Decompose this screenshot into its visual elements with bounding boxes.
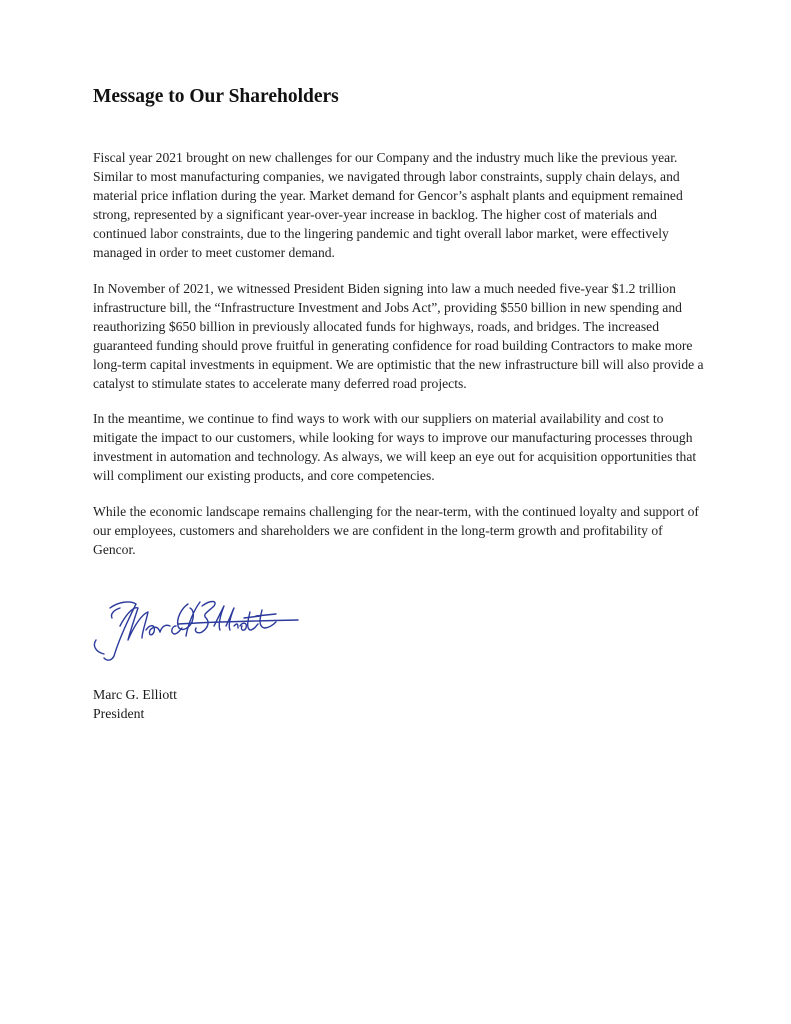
signer-block xyxy=(93,685,177,723)
signer-name: Marc G. Elliott xyxy=(93,687,177,702)
letter-body xyxy=(93,148,705,575)
paragraph-infrastructure-bill: In November of 2021, we witnessed President Biden signing into law a much needed five-year $1.2 trillion infrastructure bill, the “Infrastructure Investment and Jobs Act”, providing $550 billion in new spending and reauthorizing $650 billion in previously allocated funds for highways, roads, and bridges. The increased guaranteed funding should prove fruitful in generating confidence for road building Contractors to make more long-term capital investments in equipment. We are optimistic that the new infrastructure bill will also provide a catalyst to stimulate states to accelerate many deferred road projects. xyxy=(93,280,704,392)
handwritten-signature xyxy=(90,596,302,664)
page-title: Message to Our Shareholders xyxy=(93,86,339,107)
paragraph-fiscal-year: Fiscal year 2021 brought on new challenges for our Company and the industry much like the previous year. Similar to most manufacturing companies, we navigated through labor constraints, supply chain delays, and material price inflation during the year. Market demand for Gencor’s asphalt plants and equipment remained strong, represented by a significant year-over-year increase in backlog. The higher cost of materials and continued labor constraints, due to the lingering pandemic and tight overall labor market, were effectively managed in order to meet customer demand. xyxy=(93,150,683,261)
signer-title: President xyxy=(93,706,145,721)
paragraph-meantime: In the meantime, we continue to find ways to work with our suppliers on material availability and cost to mitigate the impact to our customers, while looking for ways to improve our manufacturing processes through investment in automation and technology. As always, we will keep an eye out for acquisition opportunities that will compliment our existing products, and core competencies. xyxy=(93,411,697,484)
paragraph-closing: While the economic landscape remains challenging for the near-term, with the continued loyalty and support of our employees, customers and shareholders we are confident in the long-term growth and profitability of Gencor. xyxy=(93,503,699,557)
